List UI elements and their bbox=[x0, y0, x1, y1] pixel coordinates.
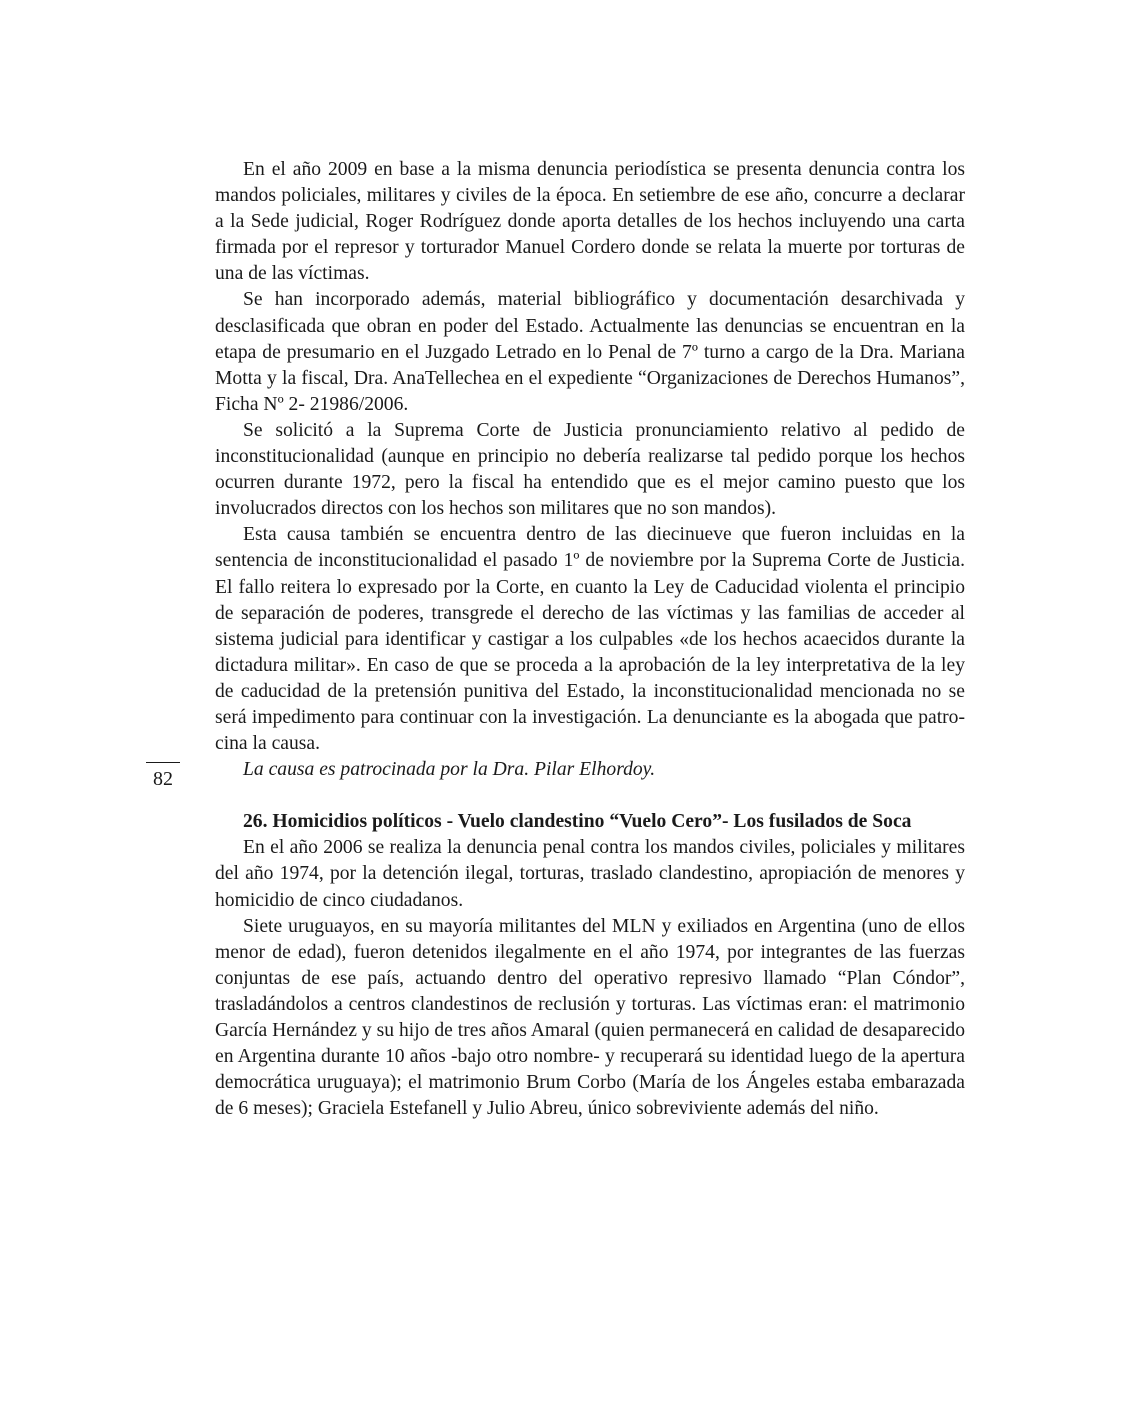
sponsor-note: La causa es patrocinada por la Dra. Pilar Elhordoy. bbox=[243, 759, 656, 781]
body-text bbox=[215, 157, 965, 1122]
page-number-rule bbox=[146, 762, 180, 763]
paragraph: Siete uruguayos, en su mayoría militantes del MLN y exiliados en Argentina (uno de ellos menor de edad), fueron detenidos ilegalmente en el año 1974, por integrantes de las fuerzas conjuntas de ese país, actuando dentro del operativo represivo llamado “Plan Cóndor”, trasladándolos a centros clandestinos de reclusión y torturas. Las víctimas eran: el matrimonio García Hernández y su hijo de tres años Amaral (quien permanecerá en calidad de desaparecido en Argentina durante 10 años -bajo otro nombre- y recuperará su identidad luego de la apertura democrática uruguaya); el matrimonio Brum Corbo (María de los Ángeles estaba embarazada de 6 meses); Graciela Estefanell y Julio Abreu, único sobreviviente además del niño. bbox=[215, 915, 965, 1120]
paragraph: Se solicitó a la Suprema Corte de Justicia pronunciamiento relativo al pedido de inconstitucionalidad (aunque en principio no debería realizarse tal pedido porque los hechos ocurren durante 1972, pero la fiscal ha entendido que es el mejor camino puesto que los involucrados directos con los hechos son militares que no son mandos). bbox=[215, 419, 965, 520]
paragraph: En el año 2009 en base a la misma denuncia periodística se presenta denuncia contra los mandos policiales, militares y civiles de la época. En setiembre de ese año, concurre a declarar a la Sede judicial, Roger Rodríguez donde aporta detalles de los hechos incluyendo una carta firmada por el represor y torturador Manuel Cordero donde se relata la muerte por torturas de una de las víctimas. bbox=[215, 159, 965, 285]
paragraph: Se han incorporado además, material bibliográfico y documentación desarchivada y desclasificada que obran en poder del Estado. Actualmente las denuncias se encuentran en la etapa de presumario en el Juzgado Letrado en lo Penal de 7º turno a cargo de la Dra. Mariana Motta y la fiscal, Dra. AnaTellechea en el expediente “Organizaciones de Derechos Humanos”, Ficha Nº 2- 21986/2006. bbox=[215, 289, 965, 415]
paragraph: Esta causa también se encuentra dentro de las diecinueve que fueron incluidas en la sentencia de inconstitucionalidad el pasado 1º de noviembre por la Suprema Corte de Justicia. El fallo reitera lo expresado por la Corte, en cuanto la Ley de Caducidad violenta el principio de separación de poderes, transgrede el derecho de las víctimas y las familias de acceder al sistema judicial para identificar y castigar a los culpables «de los hechos acaecidos durante la dictadura militar». En caso de que se proceda a la aprobación de la ley interpretativa de la ley de caducidad de la pretensión punitiva del Estado, la inconstitucionalidad mencionada no se será impedimento para continuar con la investigación. La denunciante es la abogada que patrocina la causa. bbox=[215, 524, 965, 755]
paragraph: En el año 2006 se realiza la denuncia penal contra los mandos civiles, policiales y militares del año 1974, por la detención ilegal, torturas, traslado clandestino, apropiación de menores y homicidio de cinco ciudadanos. bbox=[215, 837, 965, 911]
page-number: 82 bbox=[153, 768, 173, 790]
section-heading: 26. Homicidios políticos - Vuelo clandestino “Vuelo Cero”- Los fusilados de Soca bbox=[243, 811, 912, 833]
